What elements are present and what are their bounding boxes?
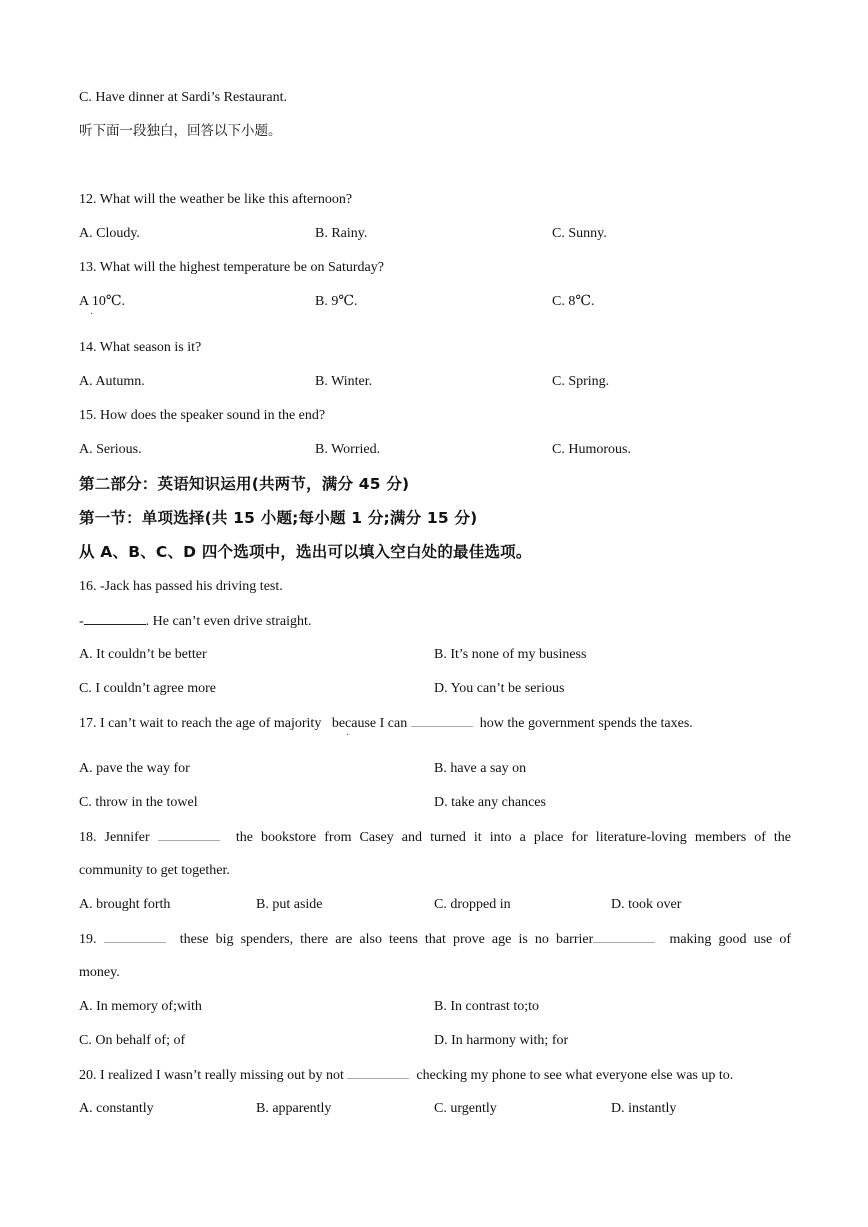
question-19-line-2: money. [79, 965, 120, 980]
q18-option-c: C. dropped in [434, 897, 511, 912]
q15-option-a: A. Serious. [79, 442, 142, 457]
q13-option-a: A 10℃. [79, 294, 125, 309]
dot-mark: · [346, 730, 350, 741]
question-19: 19. these big spenders, there are also teens that prove age is no barrier making good use of [79, 932, 792, 947]
answer-blank [104, 930, 166, 943]
question-14: 14. What season is it? [79, 340, 202, 355]
q11-option-c: C. Have dinner at Sardi’s Restaurant. [79, 90, 288, 105]
answer-blank [84, 612, 146, 625]
question-18: 18. Jennifer the bookstore from Casey and turned it into a place for literature-loving members of the [79, 830, 792, 845]
q13-option-b: B. 9℃. [315, 294, 358, 309]
q19-option-b: B. In contrast to;to [434, 999, 539, 1014]
q15-option-c: C. Humorous. [552, 442, 631, 457]
q14-option-a: A. Autumn. [79, 374, 145, 389]
section-one-heading: 第一节：单项选择(共 15 小题;每小题 1 分;满分 15 分) [79, 509, 478, 527]
q16-option-b: B. It’s none of my business [434, 647, 587, 662]
q19-option-c: C. On behalf of; of [79, 1033, 186, 1048]
q14-option-c: C. Spring. [552, 374, 610, 389]
part-two-heading: 第二部分：英语知识运用(共两节，满分 45 分) [79, 475, 410, 493]
q16-option-c: C. I couldn’t agree more [79, 681, 216, 696]
q12-option-c: C. Sunny. [552, 226, 607, 241]
q16-option-a: A. It couldn’t be better [79, 647, 207, 662]
question-13: 13. What will the highest temperature be on Saturday? [79, 260, 384, 275]
monologue-instruction: 听下面一段独白，回答以下小题。 [79, 123, 282, 139]
q20-option-c: C. urgently [434, 1101, 497, 1116]
q18-option-a: A. brought forth [79, 897, 171, 912]
q17-option-a: A. pave the way for [79, 761, 190, 776]
answer-blank [158, 828, 220, 841]
q17-option-d: D. take any chances [434, 795, 546, 810]
question-16: 16. -Jack has passed his driving test. [79, 579, 283, 594]
q16-reply: - . He can’t even drive straight. [79, 614, 312, 629]
q20-option-d: D. instantly [611, 1101, 677, 1116]
q12-option-a: A. Cloudy. [79, 226, 140, 241]
q14-option-b: B. Winter. [315, 374, 373, 389]
q17-option-c: C. throw in the towel [79, 795, 198, 810]
q19-option-a: A. In memory of;with [79, 999, 202, 1014]
q17-option-b: B. have a say on [434, 761, 527, 776]
q12-option-b: B. Rainy. [315, 226, 368, 241]
answer-blank [593, 930, 655, 943]
q13-option-c: C. 8℃. [552, 294, 595, 309]
question-12: 12. What will the weather be like this afternoon? [79, 192, 353, 207]
question-17: 17. I can’t wait to reach the age of majority because I can how the government spends the taxes. [79, 716, 693, 731]
question-20: 20. I realized I wasn’t really missing out by not checking my phone to see what everyone else was up to. [79, 1068, 734, 1083]
q20-option-b: B. apparently [256, 1101, 332, 1116]
section-one-instruction: 从 A、B、C、D 四个选项中，选出可以填入空白处的最佳选项。 [79, 543, 532, 561]
q16-option-d: D. You can’t be serious [434, 681, 565, 696]
q18-option-b: B. put aside [256, 897, 323, 912]
question-18-line-2: community to get together. [79, 863, 230, 878]
q18-option-d: D. took over [611, 897, 682, 912]
answer-blank [411, 714, 473, 727]
answer-blank [347, 1066, 409, 1079]
dot-mark: · [90, 309, 94, 320]
question-15: 15. How does the speaker sound in the end? [79, 408, 326, 423]
q20-option-a: A. constantly [79, 1101, 154, 1116]
q19-option-d: D. In harmony with; for [434, 1033, 569, 1048]
q15-option-b: B. Worried. [315, 442, 381, 457]
